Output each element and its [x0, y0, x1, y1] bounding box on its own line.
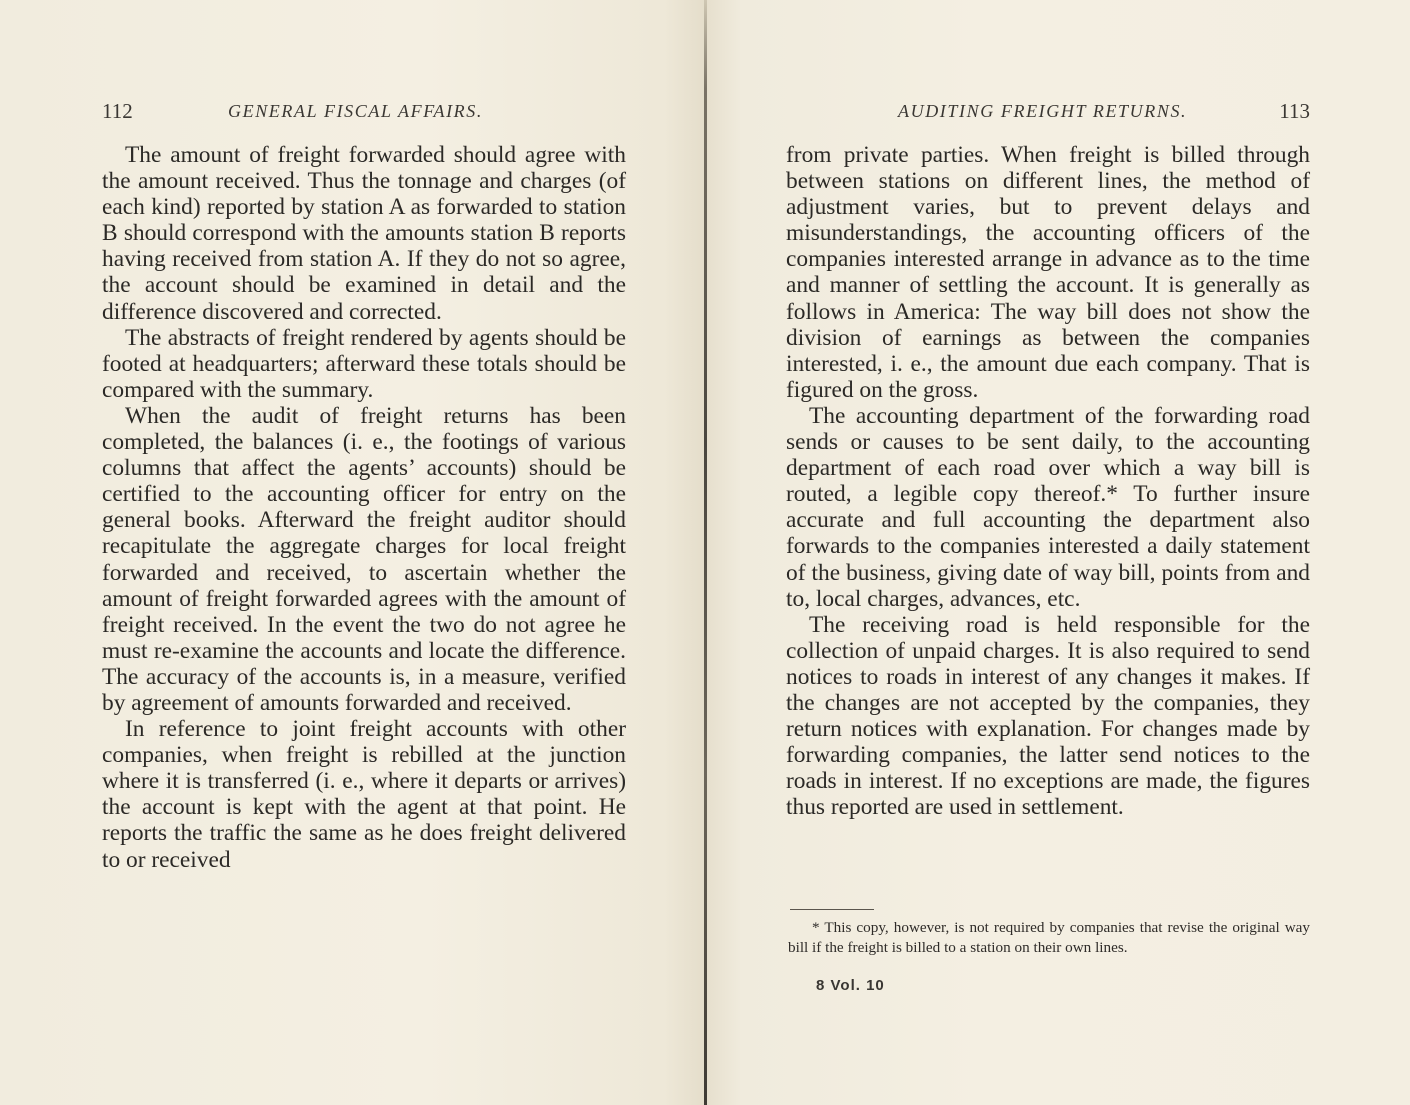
left-paragraph-2: The abstracts of freight rendered by agents should be footed at headquarters; afterward these totals should be compared with the summary. — [102, 324, 626, 403]
signature-mark: 8 Vol. 10 — [816, 977, 885, 994]
right-paragraph-1: from private parties. When freight is billed through between stations on different lines, the method of adjustment varies, but to prevent delays and misunderstandings, the accounting officers of the companies interested arrange in advance as to the time and manner of settling the account. It is generally as follows in America: The way bill does not show the division of earnings as between the companies interested, i. e., the amount due each company. That is figured on the gross. — [786, 142, 1310, 403]
right-paragraph-3: The receiving road is held responsible for the collection of unpaid charges. It is also required to send notices to roads in interest of any changes it makes. If the changes are not accepted by the companies, they return notices with explanation. For changes made by forwarding companies, the latter send notices to the roads in interest. If no exceptions are made, the figures thus reported are used in settlement. — [786, 611, 1310, 821]
right-page-header — [786, 98, 1310, 124]
right-page-number: 113 — [1279, 99, 1310, 123]
left-page-header — [102, 98, 626, 124]
left-page-body — [102, 142, 626, 873]
left-paragraph-3: When the audit of freight returns has been completed, the balances (i. e., the footings of various columns that affect the agents’ accounts) should be certified to the accounting officer for entry on the general books. Afterward the freight auditor should recapitulate the aggregate charges for local freight forwarded and received, to ascertain whether the amount of freight forwarded agrees with the amount of freight received. In the event the two do not agree he must re-examine the accounts and locate the difference. The accuracy of the accounts is, in a measure, verified by agreement of amounts forwarded and received. — [102, 402, 626, 716]
left-running-head: GENERAL FISCAL AFFAIRS. — [228, 101, 483, 121]
footnote-rule — [790, 909, 874, 910]
right-page-body — [786, 142, 1310, 820]
book-gutter — [704, 0, 707, 1105]
footnote: * This copy, however, is not required by companies that revise the original way bill if the freight is billed to a station on their own lines. — [788, 919, 1310, 956]
right-running-head: AUDITING FREIGHT RETURNS. — [898, 101, 1188, 121]
left-page-number: 112 — [102, 99, 133, 123]
left-paragraph-4: In reference to joint freight accounts with other companies, when freight is rebilled at the junction where it is transferred (i. e., where it departs or arrives) the account is kept with the agent at that point. He reports the traffic the same as he does freight delivered to or received — [102, 716, 626, 873]
left-paragraph-1: The amount of freight forwarded should agree with the amount received. Thus the tonnage and charges (of each kind) reported by station A as forwarded to station B should correspond with the amounts station B reports having received from station A. If they do not so agree, the account should be examined in detail and the difference discovered and corrected. — [102, 142, 626, 325]
right-paragraph-2: The accounting department of the forwarding road sends or causes to be sent daily, to the accounting department of each road over which a way bill is routed, a legible copy thereof.* To further insure accurate and full accounting the department also forwards to the companies interested a daily statement of the business, giving date of way bill, points from and to, local charges, advances, etc. — [786, 402, 1310, 612]
